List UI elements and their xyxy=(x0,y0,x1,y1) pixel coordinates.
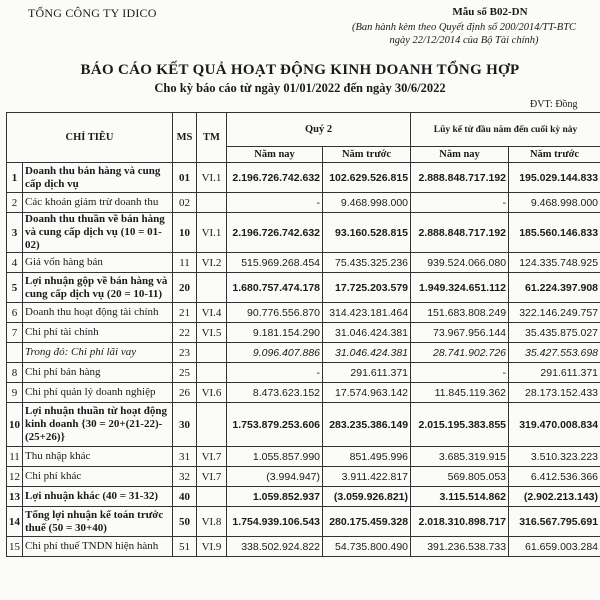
ytd-this-year-value: - xyxy=(411,193,509,213)
row-note: VI.7 xyxy=(197,467,227,487)
table-row xyxy=(7,403,600,447)
ytd-this-year-value: 2.888.848.717.192 xyxy=(411,213,509,253)
ytd-this-year-value: 2.888.848.717.192 xyxy=(411,163,509,193)
ytd-prev-year-value: (2.902.213.143) xyxy=(509,487,600,507)
row-code: 40 xyxy=(173,487,197,507)
decree-line-2: ngày 22/12/2014 của Bộ Tài chính) xyxy=(389,35,539,46)
ytd-prev-year-value: 124.335.748.925 xyxy=(509,253,600,273)
row-label: Các khoản giảm trừ doanh thu xyxy=(23,193,173,213)
table-row xyxy=(7,273,600,303)
row-note: VI.1 xyxy=(197,213,227,253)
row-note xyxy=(197,487,227,507)
header-row xyxy=(7,113,600,147)
quarter-prev-year-value: 54.735.800.490 xyxy=(323,537,411,557)
row-code: 21 xyxy=(173,303,197,323)
table-row xyxy=(7,303,600,323)
table-row xyxy=(7,163,600,193)
row-label: Doanh thu bán hàng và cung cấp dịch vụ xyxy=(23,163,173,193)
ytd-prev-year-value: 61.224.397.908 xyxy=(509,273,600,303)
currency-unit: ĐVT: Đồng xyxy=(530,99,578,110)
row-number: 2 xyxy=(7,193,23,213)
col-quarter-header: Quý 2 xyxy=(227,113,411,147)
col-ms-header: MS xyxy=(173,113,197,163)
row-code: 20 xyxy=(173,273,197,303)
row-label: Trong đó: Chi phí lãi vay xyxy=(23,343,173,363)
row-note: VI.6 xyxy=(197,383,227,403)
row-number: 13 xyxy=(7,487,23,507)
ytd-prev-year-value: 35.435.875.027 xyxy=(509,323,600,343)
row-number: 7 xyxy=(7,323,23,343)
row-code: 02 xyxy=(173,193,197,213)
row-note: VI.9 xyxy=(197,537,227,557)
quarter-prev-year-value: (3.059.926.821) xyxy=(323,487,411,507)
row-code: 01 xyxy=(173,163,197,193)
ytd-this-year-value: 3.115.514.862 xyxy=(411,487,509,507)
ytd-prev-year-header: Năm trước xyxy=(509,147,600,163)
quarter-this-year-value: 515.969.268.454 xyxy=(227,253,323,273)
quarter-prev-year-value: 283.235.386.149 xyxy=(323,403,411,447)
row-label: Doanh thu thuần về bán hàng và cung cấp dịch vụ (10 = 01-02) xyxy=(23,213,173,253)
row-label: Lợi nhuận gộp về bán hàng và cung cấp dịch vụ (20 = 10-11) xyxy=(23,273,173,303)
row-label: Thu nhập khác xyxy=(23,447,173,467)
row-code: 51 xyxy=(173,537,197,557)
row-note: VI.7 xyxy=(197,447,227,467)
ytd-prev-year-value: 322.146.249.757 xyxy=(509,303,600,323)
row-number: 6 xyxy=(7,303,23,323)
ytd-prev-year-value: 6.412.536.366 xyxy=(509,467,600,487)
quarter-this-year-value: 1.754.939.106.543 xyxy=(227,507,323,537)
row-number: 3 xyxy=(7,213,23,253)
row-number: 14 xyxy=(7,507,23,537)
quarter-prev-year-value: 31.046.424.381 xyxy=(323,323,411,343)
decree-line-1: (Ban hành kèm theo Quyết định số 200/2014/TT-BTC xyxy=(351,22,577,33)
row-label: Tổng lợi nhuận kế toán trước thuế (50 = 30+40) xyxy=(23,507,173,537)
ytd-this-year-value: 2.015.195.383.855 xyxy=(411,403,509,447)
row-note xyxy=(197,193,227,213)
quarter-prev-year-value: 75.435.325.236 xyxy=(323,253,411,273)
table-row xyxy=(7,537,600,557)
row-note xyxy=(197,273,227,303)
quarter-prev-year-value: 314.423.181.464 xyxy=(323,303,411,323)
row-number xyxy=(7,343,23,363)
row-number: 9 xyxy=(7,383,23,403)
ytd-prev-year-value: 35.427.553.698 xyxy=(509,343,600,363)
row-code: 32 xyxy=(173,467,197,487)
q-prev-year-header: Năm trước xyxy=(323,147,411,163)
row-label: Lợi nhuận khác (40 = 31-32) xyxy=(23,487,173,507)
quarter-prev-year-value: 9.468.998.000 xyxy=(323,193,411,213)
ytd-this-year-value: - xyxy=(411,363,509,383)
ytd-this-year-value: 569.805.053 xyxy=(411,467,509,487)
quarter-prev-year-value: 291.611.371 xyxy=(323,363,411,383)
table-row xyxy=(7,213,600,253)
table-row xyxy=(7,253,600,273)
table-row xyxy=(7,487,600,507)
row-code: 50 xyxy=(173,507,197,537)
row-code: 31 xyxy=(173,447,197,467)
ytd-this-year-value: 1.949.324.651.112 xyxy=(411,273,509,303)
quarter-prev-year-value: 93.160.528.815 xyxy=(323,213,411,253)
ytd-prev-year-value: 316.567.795.691 xyxy=(509,507,600,537)
form-code: Mẫu số B02-DN xyxy=(452,6,528,18)
report-title: BÁO CÁO KẾT QUẢ HOẠT ĐỘNG KINH DOANH TỔNG HỢP xyxy=(80,62,520,78)
table-row xyxy=(7,323,600,343)
quarter-this-year-value: 1.680.757.474.178 xyxy=(227,273,323,303)
row-label: Lợi nhuận thuần từ hoạt động kinh doanh {30 = 20+(21-22)-(25+26)} xyxy=(23,403,173,447)
row-label: Chi phí tài chính xyxy=(23,323,173,343)
row-number: 12 xyxy=(7,467,23,487)
row-label: Chi phí bán hàng xyxy=(23,363,173,383)
quarter-this-year-value: (3.994.947) xyxy=(227,467,323,487)
row-code: 26 xyxy=(173,383,197,403)
row-note xyxy=(197,403,227,447)
row-number: 5 xyxy=(7,273,23,303)
col-ytd-header: Lũy kế từ đầu năm đến cuối kỳ này xyxy=(411,113,600,147)
row-note: VI.2 xyxy=(197,253,227,273)
q-this-year-header: Năm nay xyxy=(227,147,323,163)
row-note: VI.1 xyxy=(197,163,227,193)
row-label: Doanh thu hoạt động tài chính xyxy=(23,303,173,323)
ytd-prev-year-value: 319.470.008.834 xyxy=(509,403,600,447)
ytd-prev-year-value: 195.029.144.833 xyxy=(509,163,600,193)
row-code: 22 xyxy=(173,323,197,343)
quarter-this-year-value: - xyxy=(227,363,323,383)
quarter-prev-year-value: 3.911.422.817 xyxy=(323,467,411,487)
quarter-this-year-value: 8.473.623.152 xyxy=(227,383,323,403)
ytd-prev-year-value: 61.659.003.284 xyxy=(509,537,600,557)
ytd-prev-year-value: 291.611.371 xyxy=(509,363,600,383)
table-row xyxy=(7,447,600,467)
ytd-this-year-value: 151.683.808.249 xyxy=(411,303,509,323)
quarter-this-year-value: 90.776.556.870 xyxy=(227,303,323,323)
income-statement-table xyxy=(6,112,600,557)
row-number: 1 xyxy=(7,163,23,193)
row-code: 30 xyxy=(173,403,197,447)
row-label: Chi phí khác xyxy=(23,467,173,487)
ytd-prev-year-value: 3.510.323.223 xyxy=(509,447,600,467)
quarter-this-year-value: 1.753.879.253.606 xyxy=(227,403,323,447)
table-row xyxy=(7,467,600,487)
quarter-prev-year-value: 31.046.424.381 xyxy=(323,343,411,363)
row-code: 10 xyxy=(173,213,197,253)
ytd-this-year-value: 73.967.956.144 xyxy=(411,323,509,343)
row-code: 25 xyxy=(173,363,197,383)
row-number: 11 xyxy=(7,447,23,467)
table-row xyxy=(7,193,600,213)
quarter-prev-year-value: 280.175.459.328 xyxy=(323,507,411,537)
quarter-prev-year-value: 17.725.203.579 xyxy=(323,273,411,303)
ytd-prev-year-value: 28.173.152.433 xyxy=(509,383,600,403)
quarter-this-year-value: 338.502.924.822 xyxy=(227,537,323,557)
ytd-this-year-value: 28.741.902.726 xyxy=(411,343,509,363)
quarter-this-year-value: 1.059.852.937 xyxy=(227,487,323,507)
quarter-this-year-value: 9.096.407.886 xyxy=(227,343,323,363)
row-note: VI.4 xyxy=(197,303,227,323)
decree-note xyxy=(330,21,598,47)
quarter-this-year-value: - xyxy=(227,193,323,213)
row-label: Chi phí quản lý doanh nghiệp xyxy=(23,383,173,403)
table-row xyxy=(7,507,600,537)
quarter-this-year-value: 1.055.857.990 xyxy=(227,447,323,467)
row-number: 8 xyxy=(7,363,23,383)
table-row xyxy=(7,383,600,403)
quarter-this-year-value: 2.196.726.742.632 xyxy=(227,213,323,253)
quarter-this-year-value: 2.196.726.742.632 xyxy=(227,163,323,193)
col-indicator-header: CHỈ TIÊU xyxy=(7,113,173,163)
row-number: 4 xyxy=(7,253,23,273)
row-code: 11 xyxy=(173,253,197,273)
ytd-this-year-value: 391.236.538.733 xyxy=(411,537,509,557)
ytd-prev-year-value: 9.468.998.000 xyxy=(509,193,600,213)
ytd-this-year-value: 3.685.319.915 xyxy=(411,447,509,467)
ytd-this-year-value: 939.524.066.080 xyxy=(411,253,509,273)
col-tm-header: TM xyxy=(197,113,227,163)
row-note xyxy=(197,343,227,363)
table-row xyxy=(7,363,600,383)
report-period: Cho kỳ báo cáo từ ngày 01/01/2022 đến ngày 30/6/2022 xyxy=(154,81,446,95)
row-note: VI.8 xyxy=(197,507,227,537)
quarter-this-year-value: 9.181.154.290 xyxy=(227,323,323,343)
row-label: Giá vốn hàng bán xyxy=(23,253,173,273)
quarter-prev-year-value: 851.495.996 xyxy=(323,447,411,467)
ytd-this-year-value: 11.845.119.362 xyxy=(411,383,509,403)
row-label: Chi phí thuế TNDN hiện hành xyxy=(23,537,173,557)
row-number: 10 xyxy=(7,403,23,447)
row-note xyxy=(197,363,227,383)
table-row xyxy=(7,343,600,363)
row-code: 23 xyxy=(173,343,197,363)
quarter-prev-year-value: 102.629.526.815 xyxy=(323,163,411,193)
row-number: 15 xyxy=(7,537,23,557)
row-note: VI.5 xyxy=(197,323,227,343)
ytd-prev-year-value: 185.560.146.833 xyxy=(509,213,600,253)
ytd-this-year-header: Năm nay xyxy=(411,147,509,163)
ytd-this-year-value: 2.018.310.898.717 xyxy=(411,507,509,537)
quarter-prev-year-value: 17.574.963.142 xyxy=(323,383,411,403)
company-name: TỔNG CÔNG TY IDICO xyxy=(28,6,157,20)
